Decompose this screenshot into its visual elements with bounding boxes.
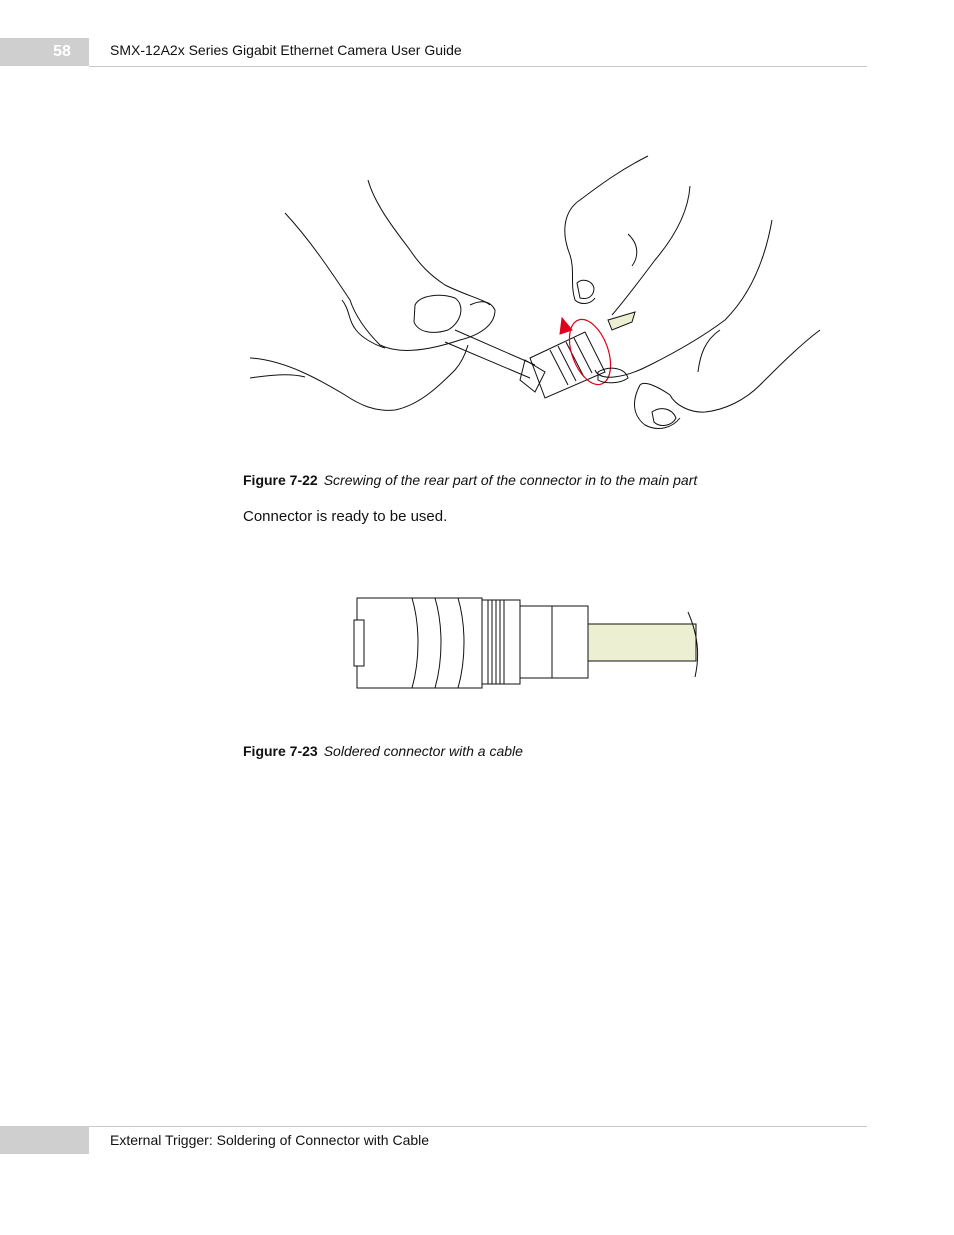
right-fingernail <box>577 280 594 298</box>
figure-label: Figure 7-22 <box>243 472 318 488</box>
figure-7-23-illustration <box>350 595 705 690</box>
document-title: SMX-12A2x Series Gigabit Ethernet Camera User Guide <box>110 42 462 58</box>
figure-caption-text: Screwing of the rear part of the connector in to the main part <box>323 472 698 488</box>
figure-7-22-illustration <box>240 150 830 435</box>
left-thumb <box>368 180 490 305</box>
footer-section-title: External Trigger: Soldering of Connector with Cable <box>110 1132 430 1148</box>
figure-label: Figure 7-23 <box>243 743 318 759</box>
right-finger-top <box>565 156 648 304</box>
left-palm-crease <box>250 375 305 378</box>
cable <box>588 624 696 661</box>
right-palm <box>635 330 820 429</box>
header-divider <box>89 66 867 67</box>
body-paragraph: Connector is ready to be used. <box>243 508 448 525</box>
connector-main-body <box>357 598 482 688</box>
screwdriver-shaft <box>445 330 535 378</box>
right-lower-thumbnail <box>652 409 676 426</box>
right-finger-back <box>612 186 690 315</box>
figure-caption-text: Soldered connector with a cable <box>323 743 523 759</box>
footer-divider <box>89 1126 867 1127</box>
footer-tab <box>0 1126 89 1154</box>
page-number: 58 <box>53 43 71 60</box>
figure-7-22-caption <box>243 472 697 488</box>
right-knuckle-crease <box>628 234 637 266</box>
left-index-finger <box>285 213 495 350</box>
connector-front-face <box>354 620 364 666</box>
left-palm <box>250 345 468 410</box>
connector-rear-sleeve <box>520 606 588 678</box>
left-thumbnail <box>414 295 461 332</box>
figure-7-23-caption <box>243 743 523 759</box>
left-knuckle <box>342 300 385 348</box>
right-thumb <box>595 220 772 377</box>
